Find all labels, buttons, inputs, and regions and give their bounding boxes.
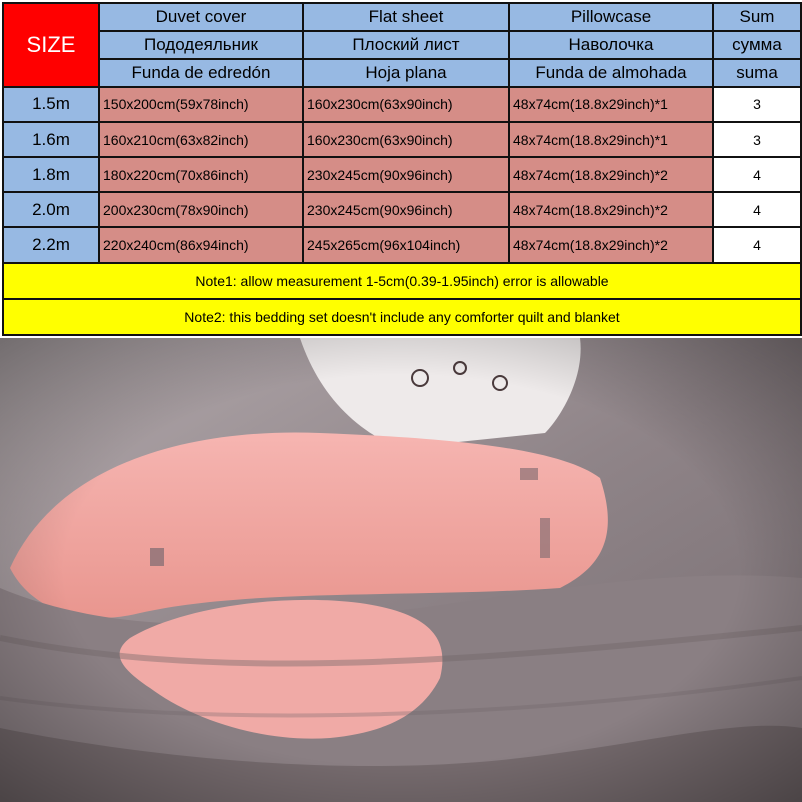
row-size: 1.6m (3, 122, 99, 157)
note-2: Note2: this bedding set doesn't include any comforter quilt and blanket (3, 299, 801, 335)
header-flat-es: Hoja plana (303, 59, 509, 87)
header-sum-ru: сумма (713, 31, 801, 59)
header-pillow-ru: Наволочка (509, 31, 713, 59)
header-sum-es: suma (713, 59, 801, 87)
fabric-photo (0, 338, 802, 802)
row-pillow: 48x74cm(18.8x29inch)*2 (509, 192, 713, 227)
header-flat-en: Flat sheet (303, 3, 509, 31)
table-row (3, 227, 801, 262)
row-sum: 3 (713, 122, 801, 157)
note-1: Note1: allow measurement 1-5cm(0.39-1.95inch) error is allowable (3, 263, 801, 299)
row-pillow: 48x74cm(18.8x29inch)*1 (509, 122, 713, 157)
row-pillow: 48x74cm(18.8x29inch)*2 (509, 227, 713, 262)
row-duvet: 150x200cm(59x78inch) (99, 87, 303, 122)
size-label-cell: SIZE (3, 3, 99, 87)
table-row (3, 87, 801, 122)
row-duvet: 200x230cm(78x90inch) (99, 192, 303, 227)
header-duvet-es: Funda de edredón (99, 59, 303, 87)
header-flat-ru: Плоский лист (303, 31, 509, 59)
row-sum: 4 (713, 227, 801, 262)
row-flat: 230x245cm(90x96inch) (303, 157, 509, 192)
row-flat: 160x230cm(63x90inch) (303, 122, 509, 157)
header-duvet-en: Duvet cover (99, 3, 303, 31)
row-size: 1.8m (3, 157, 99, 192)
row-sum: 3 (713, 87, 801, 122)
table-row (3, 122, 801, 157)
fabric-illustration (0, 338, 802, 802)
row-size: 2.0m (3, 192, 99, 227)
row-pillow: 48x74cm(18.8x29inch)*1 (509, 87, 713, 122)
row-duvet: 160x210cm(63x82inch) (99, 122, 303, 157)
row-flat: 245x265cm(96x104inch) (303, 227, 509, 262)
row-size: 2.2m (3, 227, 99, 262)
header-sum-en: Sum (713, 3, 801, 31)
row-sum: 4 (713, 192, 801, 227)
row-pillow: 48x74cm(18.8x29inch)*2 (509, 157, 713, 192)
table-row (3, 192, 801, 227)
row-flat: 230x245cm(90x96inch) (303, 192, 509, 227)
header-pillow-es: Funda de almohada (509, 59, 713, 87)
header-duvet-ru: Пододеяльник (99, 31, 303, 59)
size-chart-table (2, 2, 802, 336)
row-flat: 160x230cm(63x90inch) (303, 87, 509, 122)
table-row (3, 157, 801, 192)
row-size: 1.5m (3, 87, 99, 122)
row-duvet: 180x220cm(70x86inch) (99, 157, 303, 192)
row-duvet: 220x240cm(86x94inch) (99, 227, 303, 262)
header-pillow-en: Pillowcase (509, 3, 713, 31)
row-sum: 4 (713, 157, 801, 192)
